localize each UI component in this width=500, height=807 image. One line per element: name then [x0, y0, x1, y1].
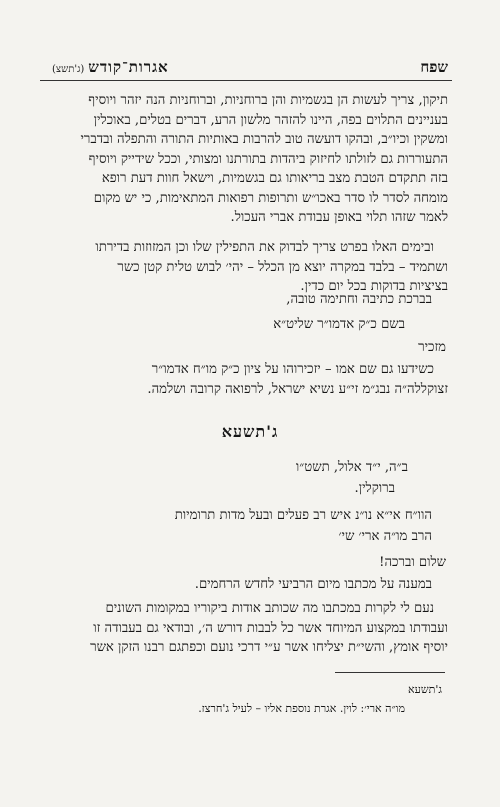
greeting: שלום וברכה! [379, 555, 446, 570]
postscript [50, 360, 448, 399]
addressee-line1: הוו״ח אי״א נו״נ איש רב פעלים ובעל מדות תרומיות [174, 508, 432, 523]
footnote-label: ג'תשעא [408, 683, 442, 696]
blessing: בברכת כתיבה וחתימה טובה, [286, 292, 432, 307]
running-title-note: (ג'תשצ) [52, 64, 85, 75]
text-line: מומחה לסדר לו סדר באכו״ש ותרופות רפואות המתאימות, כי יש מקום [93, 190, 448, 206]
page-header [52, 58, 448, 80]
header-rule [40, 80, 452, 81]
text-line: ובימים האלו בפרט צריך לבדוק את התפילין שלו וכן המזוזות בדירתו [95, 240, 434, 255]
letter-place: ברוקלין. [354, 481, 395, 496]
footnote-text: מו״ה ארי׳: לוין. אגרת נוספת אליו – לעיל ג'חרצז. [198, 702, 405, 715]
text-line: בזה תתקדם הטבת מצב בריאותו גם בגשמיות, וישאל חוות דעת רופא [101, 171, 448, 186]
text-line: בעניינים התלוים בפה, היינו להזהר מלשון הרע, דברים בטלים, באוכלין [93, 112, 448, 128]
letter-number: ג'תשעא [221, 422, 279, 441]
text-line: נעם לי לקרות במכתבו מה שכותב אודות ביקוריו במקומות השונים [105, 601, 434, 616]
signature-name: בשם כ״ק אדמו״ר שליט״א [273, 317, 405, 332]
signature-title: מזכיר [418, 340, 446, 355]
text-line: ומשקין וכיו״ב, ובהקו דועשה טוב להרבות באותיות התורה והתפלה ובדברי [80, 132, 448, 147]
letter2-body [50, 599, 448, 658]
letter-date: ב״ה, י״ד אלול, תשט״ו [295, 460, 408, 475]
running-title-text: אגרות־קודש [88, 58, 169, 76]
text-line: ושתמיד – בלבד במקרה יוצא מן הכלל – יהי׳ לבוש טלית קטן כשר [117, 259, 448, 275]
letter1-para1 [50, 91, 448, 228]
running-title [52, 58, 169, 77]
text-line: לאמר שזהו תלוי באופן עבודת אברי העכול. [230, 210, 448, 225]
text-line: יוסיף אומץ, והשי״ת יצליחו אשר ע״י דרכי נועם וכפתגם רבנו הזקן אשר [90, 640, 448, 655]
addressee-line2: הרב מו״ה ארי׳ שי׳ [338, 529, 432, 544]
text-line: תיקון, צריך לעשות הן בגשמיות והן ברוחניות, וברוחניות הנה יזהר ויוסיף [88, 93, 448, 108]
text-line: זצוקללה״ה נבג״מ זי״ע נשיא ישראל, לרפואה קרובה ושלמה. [147, 381, 448, 397]
letter1-para2 [50, 238, 448, 297]
opening-line: במענה על מכתבו מיום הרביעי לחדש הרחמים. [194, 577, 432, 592]
footnote-rule [335, 672, 445, 673]
text-line: התעוררות גם לזולתו לחיזוק ביהדות בתורתנו ומצותי, וככל שידייק ויוסיף [88, 151, 448, 167]
text-line: בציציות בדוקות בכל יום כדין. [300, 279, 448, 294]
page-number: שפח [420, 58, 448, 76]
text-line: ועבודתו במקצוע המיוחד אשר כל לבבות דורש ה׳, ובודאי גם בעבודה זו [93, 620, 448, 636]
text-line: כשידעו גם שם אמו – יזכירוהו על ציון כ״ק מו״ח אדמו״ר [151, 362, 434, 377]
